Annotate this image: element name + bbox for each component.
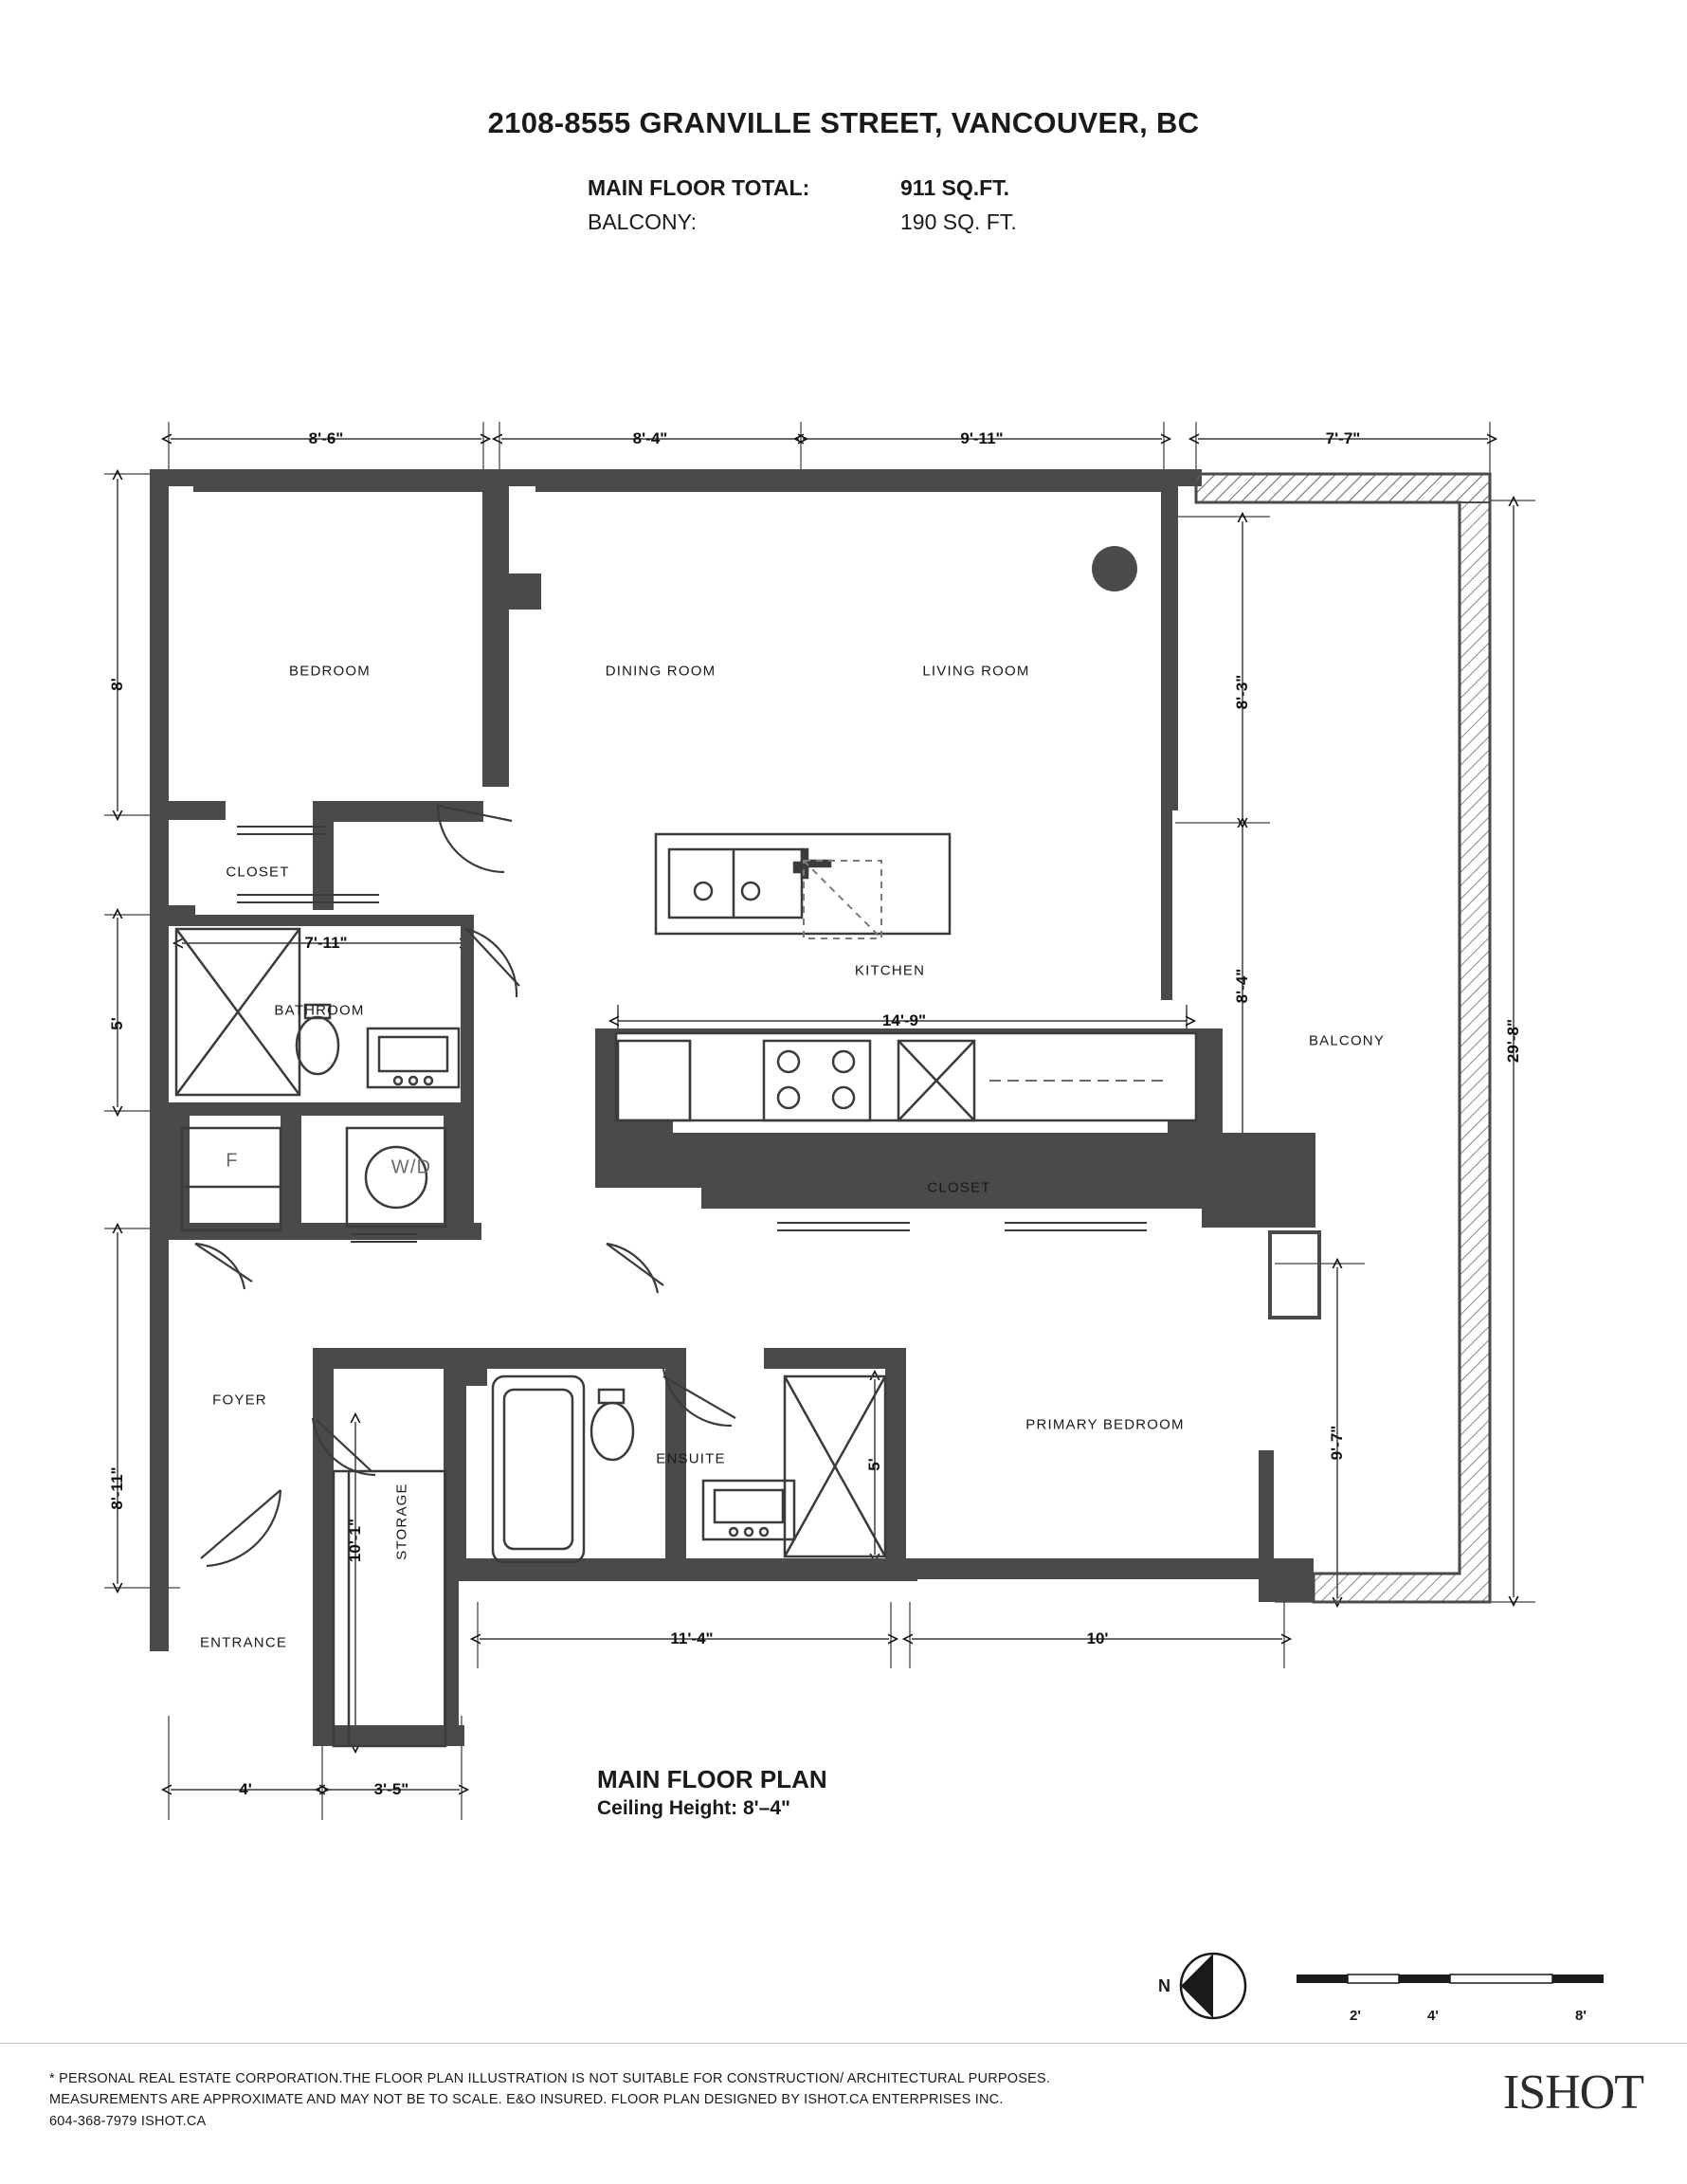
dim-top-1: 8'-6" bbox=[308, 429, 344, 447]
plan-caption bbox=[597, 1765, 827, 1820]
room-label-living-room: LIVING ROOM bbox=[922, 663, 1030, 680]
dim-bottom-4: 3'-5" bbox=[373, 1780, 409, 1798]
disclaimer-line-1: * PERSONAL REAL ESTATE CORPORATION.THE FLOOR PLAN ILLUSTRATION IS NOT SUITABLE FOR CONSTRUCTION/ ARCHITECTURAL PURPOSES. bbox=[49, 2071, 1051, 2086]
dim-overall-depth: 29'-8" bbox=[1504, 1018, 1522, 1064]
room-label-balcony: BALCONY bbox=[1308, 1032, 1386, 1049]
dim-right-1: 8'-3" bbox=[1233, 674, 1251, 710]
disclaimer-text bbox=[49, 2068, 1050, 2132]
dim-bottom-1: 11'-4" bbox=[670, 1629, 714, 1647]
summary-label-balcony: BALCONY: bbox=[588, 209, 698, 234]
plan-caption-title: MAIN FLOOR PLAN bbox=[597, 1765, 827, 1793]
dim-left-1: 8' bbox=[108, 678, 126, 691]
room-label-primary-bedroom: PRIMARY BEDROOM bbox=[1025, 1416, 1185, 1433]
room-label-closet-hall: CLOSET bbox=[927, 1179, 991, 1196]
room-label-kitchen: KITCHEN bbox=[854, 962, 926, 979]
dim-right-3: 9'-7" bbox=[1328, 1425, 1346, 1461]
room-label-ensuite: ENSUITE bbox=[656, 1450, 726, 1467]
dim-ensuite-closet: 5' bbox=[865, 1458, 883, 1471]
dim-top-2: 8'-4" bbox=[632, 429, 668, 447]
room-label-storage: STORAGE bbox=[393, 1483, 410, 1560]
room-label-bedroom: BEDROOM bbox=[289, 663, 371, 680]
disclaimer-line-2: MEASUREMENTS ARE APPROXIMATE AND MAY NOT BE TO SCALE. E&O INSURED. FLOOR PLAN DESIGNED BY ISHOT.CA ENTERPRISES INC. bbox=[49, 2092, 1004, 2108]
dim-storage-depth: 10'-1" bbox=[346, 1518, 364, 1563]
plan-caption-subtitle: Ceiling Height: 8'–4" bbox=[597, 1797, 790, 1819]
dim-bottom-3: 4' bbox=[239, 1780, 252, 1798]
appliance-label-fridge: F bbox=[226, 1150, 239, 1172]
scale-tick-4: 4' bbox=[1427, 2008, 1439, 2024]
disclaimer-line-3: 604-368-7979 ISHOT.CA bbox=[49, 2113, 207, 2129]
room-label-bathroom: BATHROOM bbox=[274, 1002, 365, 1019]
room-label-closet-bedroom: CLOSET bbox=[226, 864, 290, 881]
dim-top-3: 9'-11" bbox=[960, 429, 1004, 447]
compass-and-scalebar bbox=[1175, 1938, 1649, 2043]
summary-value-balcony: 190 SQ. FT. bbox=[900, 209, 1017, 234]
room-label-dining-room: DINING ROOM bbox=[605, 663, 717, 680]
room-label-entrance: ENTRANCE bbox=[199, 1634, 288, 1651]
scale-tick-8: 8' bbox=[1575, 2008, 1587, 2024]
scale-bar-icon bbox=[1297, 1975, 1604, 1983]
scale-tick-2: 2' bbox=[1350, 2008, 1361, 2024]
page-title: 2108-8555 GRANVILLE STREET, VANCOUVER, BC bbox=[487, 106, 1200, 139]
summary-value-main-floor: 911 SQ.FT. bbox=[900, 175, 1010, 200]
compass-north-label: N bbox=[1158, 1976, 1170, 1995]
dim-left-3: 8'-11" bbox=[108, 1466, 126, 1510]
dim-bottom-2: 10' bbox=[1086, 1629, 1109, 1647]
dim-left-2: 5' bbox=[108, 1017, 126, 1030]
dim-top-4: 7'-7" bbox=[1325, 429, 1361, 447]
dim-right-2: 8'-4" bbox=[1233, 968, 1251, 1004]
compass-icon bbox=[1181, 1954, 1245, 2018]
ishot-logo: ISHOT bbox=[1502, 2066, 1643, 2120]
footer-divider bbox=[0, 2043, 1687, 2044]
room-label-foyer: FOYER bbox=[212, 1392, 267, 1409]
summary-label-main-floor: MAIN FLOOR TOTAL: bbox=[588, 175, 810, 200]
appliance-label-washer-dryer: W/D bbox=[390, 1156, 432, 1178]
dim-kitchen-width: 14'-9" bbox=[881, 1011, 927, 1029]
dim-bathroom-width: 7'-11" bbox=[304, 934, 348, 952]
